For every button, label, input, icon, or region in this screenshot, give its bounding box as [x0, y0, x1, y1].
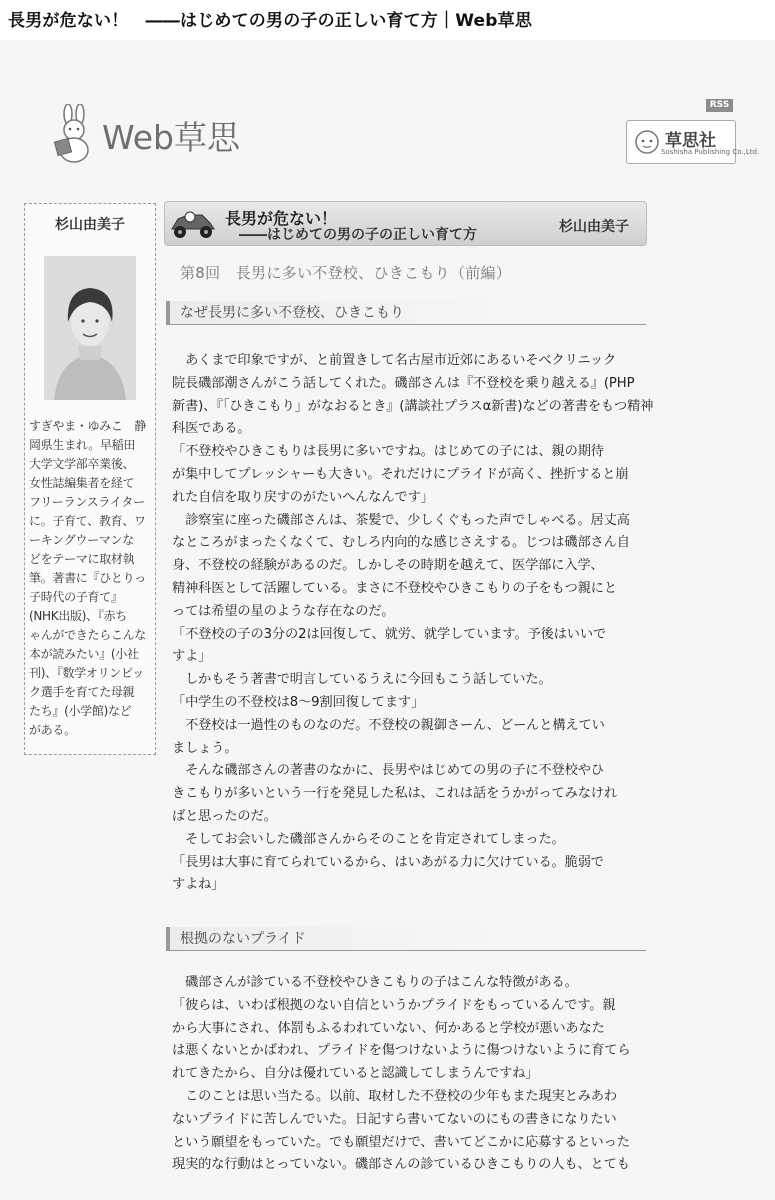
- bio-line: ク選手を育てた母親: [29, 685, 135, 699]
- bio-line: がある。: [29, 723, 76, 737]
- article-title: 長男が危ない！: [225, 209, 338, 228]
- body-line: 不登校は一過性のものなのだ。不登校の親御さーん、どーんと構えてい: [172, 717, 605, 733]
- body-line: そしてお会いした磯部さんからそのことを肯定されてしまった。: [172, 831, 565, 847]
- site-logo[interactable]: [52, 100, 252, 170]
- body-line: すよね」: [172, 877, 225, 893]
- body-line: なところがまったくなくて、むしろ内向的な感じさえする。じつは磯部さん自: [172, 535, 630, 551]
- body-line: という願望をもっていた。でも願望だけで、書いてどこかに応募するといった: [172, 1134, 630, 1150]
- body-line: 「不登校の子の3分の2は回復して、就労、就学しています。予後はいいで: [172, 626, 607, 642]
- bio-line: すぎやま・ゆみこ 静: [29, 419, 147, 433]
- body-line: 「不登校やひきこもりは長男に多いですね。はじめての子には、親の期待: [172, 444, 604, 460]
- bio-line: たち』(小学館)など: [29, 704, 132, 718]
- author-bio: [29, 417, 153, 740]
- publisher-logo[interactable]: [626, 120, 760, 164]
- body-line: ないプライドに苦しんでいた。日記すら書いてないのにもの書きになりたい: [172, 1111, 617, 1127]
- body-line: 院長磯部潮さんがこう話してくれた。磯部さんは『不登校を乗り越える』(PHP: [172, 375, 635, 391]
- body-line: 科医である。: [172, 421, 251, 437]
- article-author: 杉山由美子: [559, 219, 629, 235]
- body-line: 診察室に座った磯部さんは、茶髪で、少しくぐもった声でしゃべる。居丈高: [172, 512, 630, 528]
- body-line: きこもりが多いという一行を発見した私は、これは話をうかがってみなけれ: [172, 786, 617, 802]
- body-line: ばと思ったのだ。: [172, 808, 277, 824]
- bio-line: 子時代の子育て』: [29, 590, 123, 604]
- sidebar-author-name: 杉山由美子: [55, 217, 125, 233]
- bio-line: 本が読みたい』(小社: [29, 647, 139, 661]
- body-line: すよ」: [172, 649, 212, 665]
- bio-line: (NHK出版)、『赤ち: [29, 609, 127, 623]
- race-car-icon: [168, 205, 218, 241]
- bio-line: 岡県生まれ。早稲田: [29, 438, 136, 452]
- bio-line: に。子育て、教育、ワ: [29, 514, 146, 528]
- article-subtitle: ――はじめての男の子の正しい育て方: [239, 227, 477, 243]
- author-portrait-icon: [44, 256, 136, 400]
- bio-line: どをテーマに取材執: [29, 552, 135, 566]
- bio-line: 筆。著書に『ひとりっ: [29, 571, 147, 585]
- body-line: が集中してプレッシャーも大きい。それだけにプライドが高く、挫折すると崩: [172, 466, 629, 482]
- author-sidebar: [24, 203, 156, 755]
- bio-line: 大学文学部卒業後、: [29, 457, 135, 471]
- section-heading: なぜ長男に多い不登校、ひきこもり: [166, 301, 646, 325]
- article-header: [164, 201, 647, 246]
- body-line: っては希望の星のような存在なのだ。: [172, 603, 395, 619]
- body-line: あくまで印象ですが、と前置きして名古屋市近郊にあるいそべクリニック: [172, 353, 617, 368]
- article-body-section-2: [172, 972, 650, 1177]
- body-line: れてきたから、自分は優れていると認識してしまうんですね」: [172, 1066, 539, 1082]
- body-line: 「彼らは、いわば根拠のない自信というかプライドをもっているんです。親: [172, 997, 616, 1013]
- rabbit-reading-icon: [52, 104, 100, 164]
- body-line: から大事にされ、体罰もふるわれていない、何かあると学校が悪いあなた: [172, 1020, 605, 1036]
- publisher-name: 草思社: [665, 131, 716, 151]
- publisher-english-name: Soshisha Publishing Co.,Ltd.: [661, 148, 760, 156]
- body-line: そんな磯部さんの著書のなかに、長男やはじめての男の子に不登校やひ: [172, 763, 604, 779]
- body-line: ましょう。: [172, 740, 238, 756]
- body-line: 磯部さんが診ている不登校やひきこもりの子はこんな特徴がある。: [172, 975, 578, 990]
- bio-line: ーキングウーマンな: [29, 533, 134, 547]
- body-line: しかもそう著書で明言しているうえに今回もこう話していた。: [172, 672, 552, 688]
- bio-line: 刊)、『数学オリンピッ: [29, 666, 144, 680]
- body-line: 新書)、『「ひきこもり」がなおるとき』(講談社プラスα新書)などの著書をもつ精神: [172, 398, 654, 414]
- body-line: 「中学生の不登校は8～9割回復してます」: [172, 694, 425, 710]
- page-title: 長男が危ない！ ――はじめての男の子の正しい育て方｜Web草思: [8, 11, 533, 31]
- body-line: 精神科医として活躍している。まさに不登校やひきこもりの子をもつ親にと: [172, 580, 617, 596]
- rss-button[interactable]: RSS: [706, 99, 733, 112]
- body-line: は悪くないとかばわれ、プライドを傷つけないように傷つけないように育てら: [172, 1043, 631, 1059]
- body-line: このことは思い当たる。以前、取材した不登校の少年もまた現実とみあわ: [172, 1088, 617, 1104]
- section-heading: 根拠のないプライド: [166, 927, 646, 951]
- publisher-mascot-icon: [633, 127, 661, 155]
- bio-line: フリーランスライター: [29, 495, 145, 509]
- bio-line: 女性誌編集者を経て: [29, 476, 135, 490]
- article-body-section-1: [172, 350, 654, 897]
- episode-title: 第8回 長男に多い不登校、ひきこもり（前編）: [180, 264, 512, 282]
- body-line: 「長男は大事に育てられているから、はいあがる力に欠けている。脆弱で: [172, 854, 604, 870]
- bio-line: ゃんができたらこんな: [29, 628, 147, 642]
- body-line: 現実的な行動はとっていない。磯部さんの診ているひきこもりの人も、とても: [172, 1157, 630, 1173]
- body-line: れた自信を取り戻すのがたいへんなんです」: [172, 489, 434, 505]
- author-photo: [44, 256, 136, 400]
- body-line: 身、不登校の経験があるのだ。しかしその時期を越えて、医学部に入学、: [172, 558, 604, 574]
- logo-text: Web草思: [102, 118, 240, 157]
